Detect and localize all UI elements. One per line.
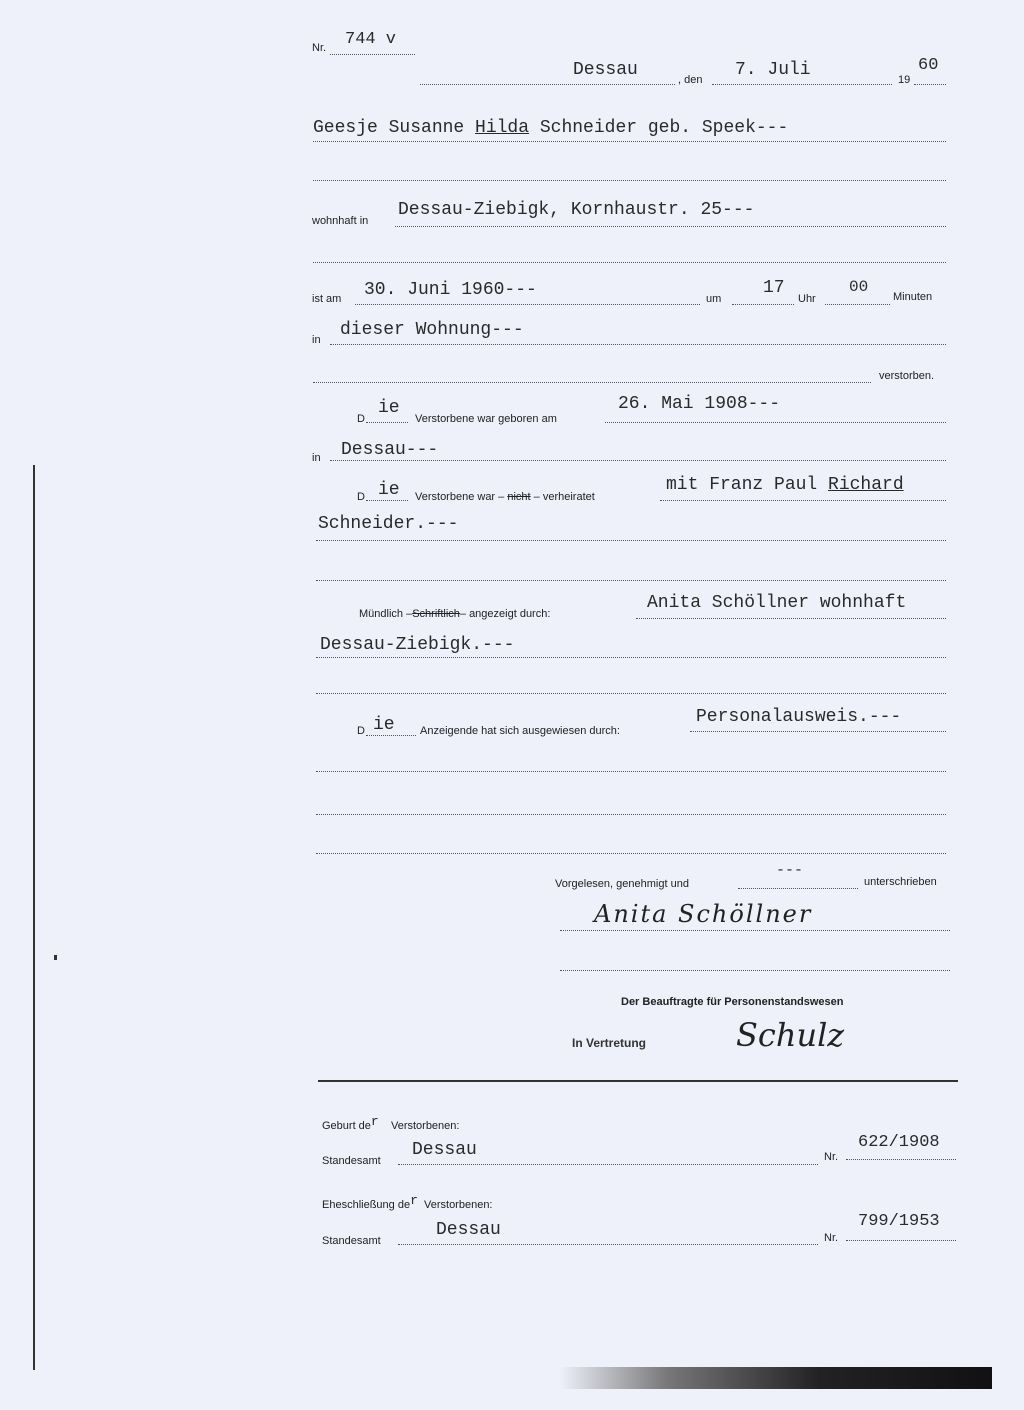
birth-nr-label: Nr. — [824, 1151, 839, 1163]
birth-d-label: D — [357, 413, 365, 425]
um-label: um — [706, 293, 722, 305]
vertretung-label: In Vertretung — [572, 1036, 647, 1050]
official-signature: Schulz — [736, 1016, 845, 1054]
birth-standesamt-label: Standesamt — [322, 1155, 381, 1167]
read-value: --- — [776, 862, 804, 879]
minuten-label: Minuten — [893, 291, 933, 303]
nr-label: Nr. — [312, 42, 327, 54]
reporter-signature: Anita Schöllner — [594, 900, 813, 928]
id-d-suffix: ie — [373, 715, 395, 735]
id-text: Anzeigende hat sich ausgewiesen durch: — [420, 725, 620, 737]
verstorben-label: verstorben. — [879, 370, 935, 382]
birth-d-suffix: ie — [378, 398, 400, 418]
den-label: , den — [678, 74, 703, 86]
birth-ref-label: Geburt der Verstorbenen: — [322, 1114, 460, 1132]
id-d-label: D — [357, 725, 365, 737]
reporter-address: Dessau-Ziebigk.--- — [320, 635, 515, 655]
year-suffix: 60 — [918, 56, 939, 75]
birth-nr: 622/1908 — [858, 1133, 940, 1152]
spouse-name: mit Franz Paul Richard — [666, 475, 904, 495]
birth-text: Verstorbene war geboren am — [415, 413, 557, 425]
read-label: Vorgelesen, genehmigt und — [555, 878, 689, 890]
residence-value: Dessau-Ziebigk, Kornhaustr. 25--- — [398, 200, 755, 220]
spouse-name-line2: Schneider.--- — [318, 514, 459, 534]
reporter-name: Anita Schöllner wohnhaft — [647, 593, 907, 613]
birth-date: 26. Mai 1908--- — [618, 394, 781, 414]
death-place: dieser Wohnung--- — [340, 320, 524, 340]
unterschrieben-label: unterschrieben — [864, 876, 937, 888]
year-prefix: 19 — [898, 74, 911, 86]
id-value: Personalausweis.--- — [696, 707, 902, 727]
death-hour: 17 — [763, 278, 785, 298]
bottom-scan-shadow — [560, 1367, 992, 1389]
marriage-nr: 799/1953 — [858, 1212, 940, 1231]
marriage-standesamt-label: Standesamt — [322, 1235, 381, 1247]
header-place: Dessau — [573, 60, 638, 80]
report-text: Mündlich –Schriftlich– angezeigt durch: — [359, 608, 551, 620]
document-number: 744 v — [345, 30, 397, 49]
birth-office: Dessau — [412, 1140, 477, 1160]
official-title: Der Beauftragte für Personenstandswesen — [621, 996, 844, 1008]
section-divider — [318, 1080, 958, 1082]
left-edge-line — [33, 465, 35, 1370]
marriage-d-suffix: ie — [378, 480, 400, 500]
ist-am-label: ist am — [312, 293, 342, 305]
residence-label: wohnhaft in — [312, 215, 369, 227]
birth-in-label: in — [312, 452, 321, 464]
death-in-label: in — [312, 334, 321, 346]
birth-place: Dessau--- — [341, 440, 439, 460]
marriage-d-label: D — [357, 491, 365, 503]
deceased-name: Geesje Susanne Hilda Schneider geb. Speek--- — [313, 118, 789, 138]
death-minutes: 00 — [849, 278, 869, 296]
left-edge-mark — [54, 955, 57, 960]
uhr-label: Uhr — [798, 293, 816, 305]
header-date: 7. Juli — [735, 60, 811, 80]
marriage-nr-label: Nr. — [824, 1232, 839, 1244]
death-date: 30. Juni 1960--- — [364, 280, 537, 300]
marriage-text: Verstorbene war – nicht – verheiratet — [415, 491, 595, 503]
marriage-office: Dessau — [436, 1220, 501, 1240]
marriage-ref-label: Eheschließung der Verstorbenen: — [322, 1193, 493, 1211]
